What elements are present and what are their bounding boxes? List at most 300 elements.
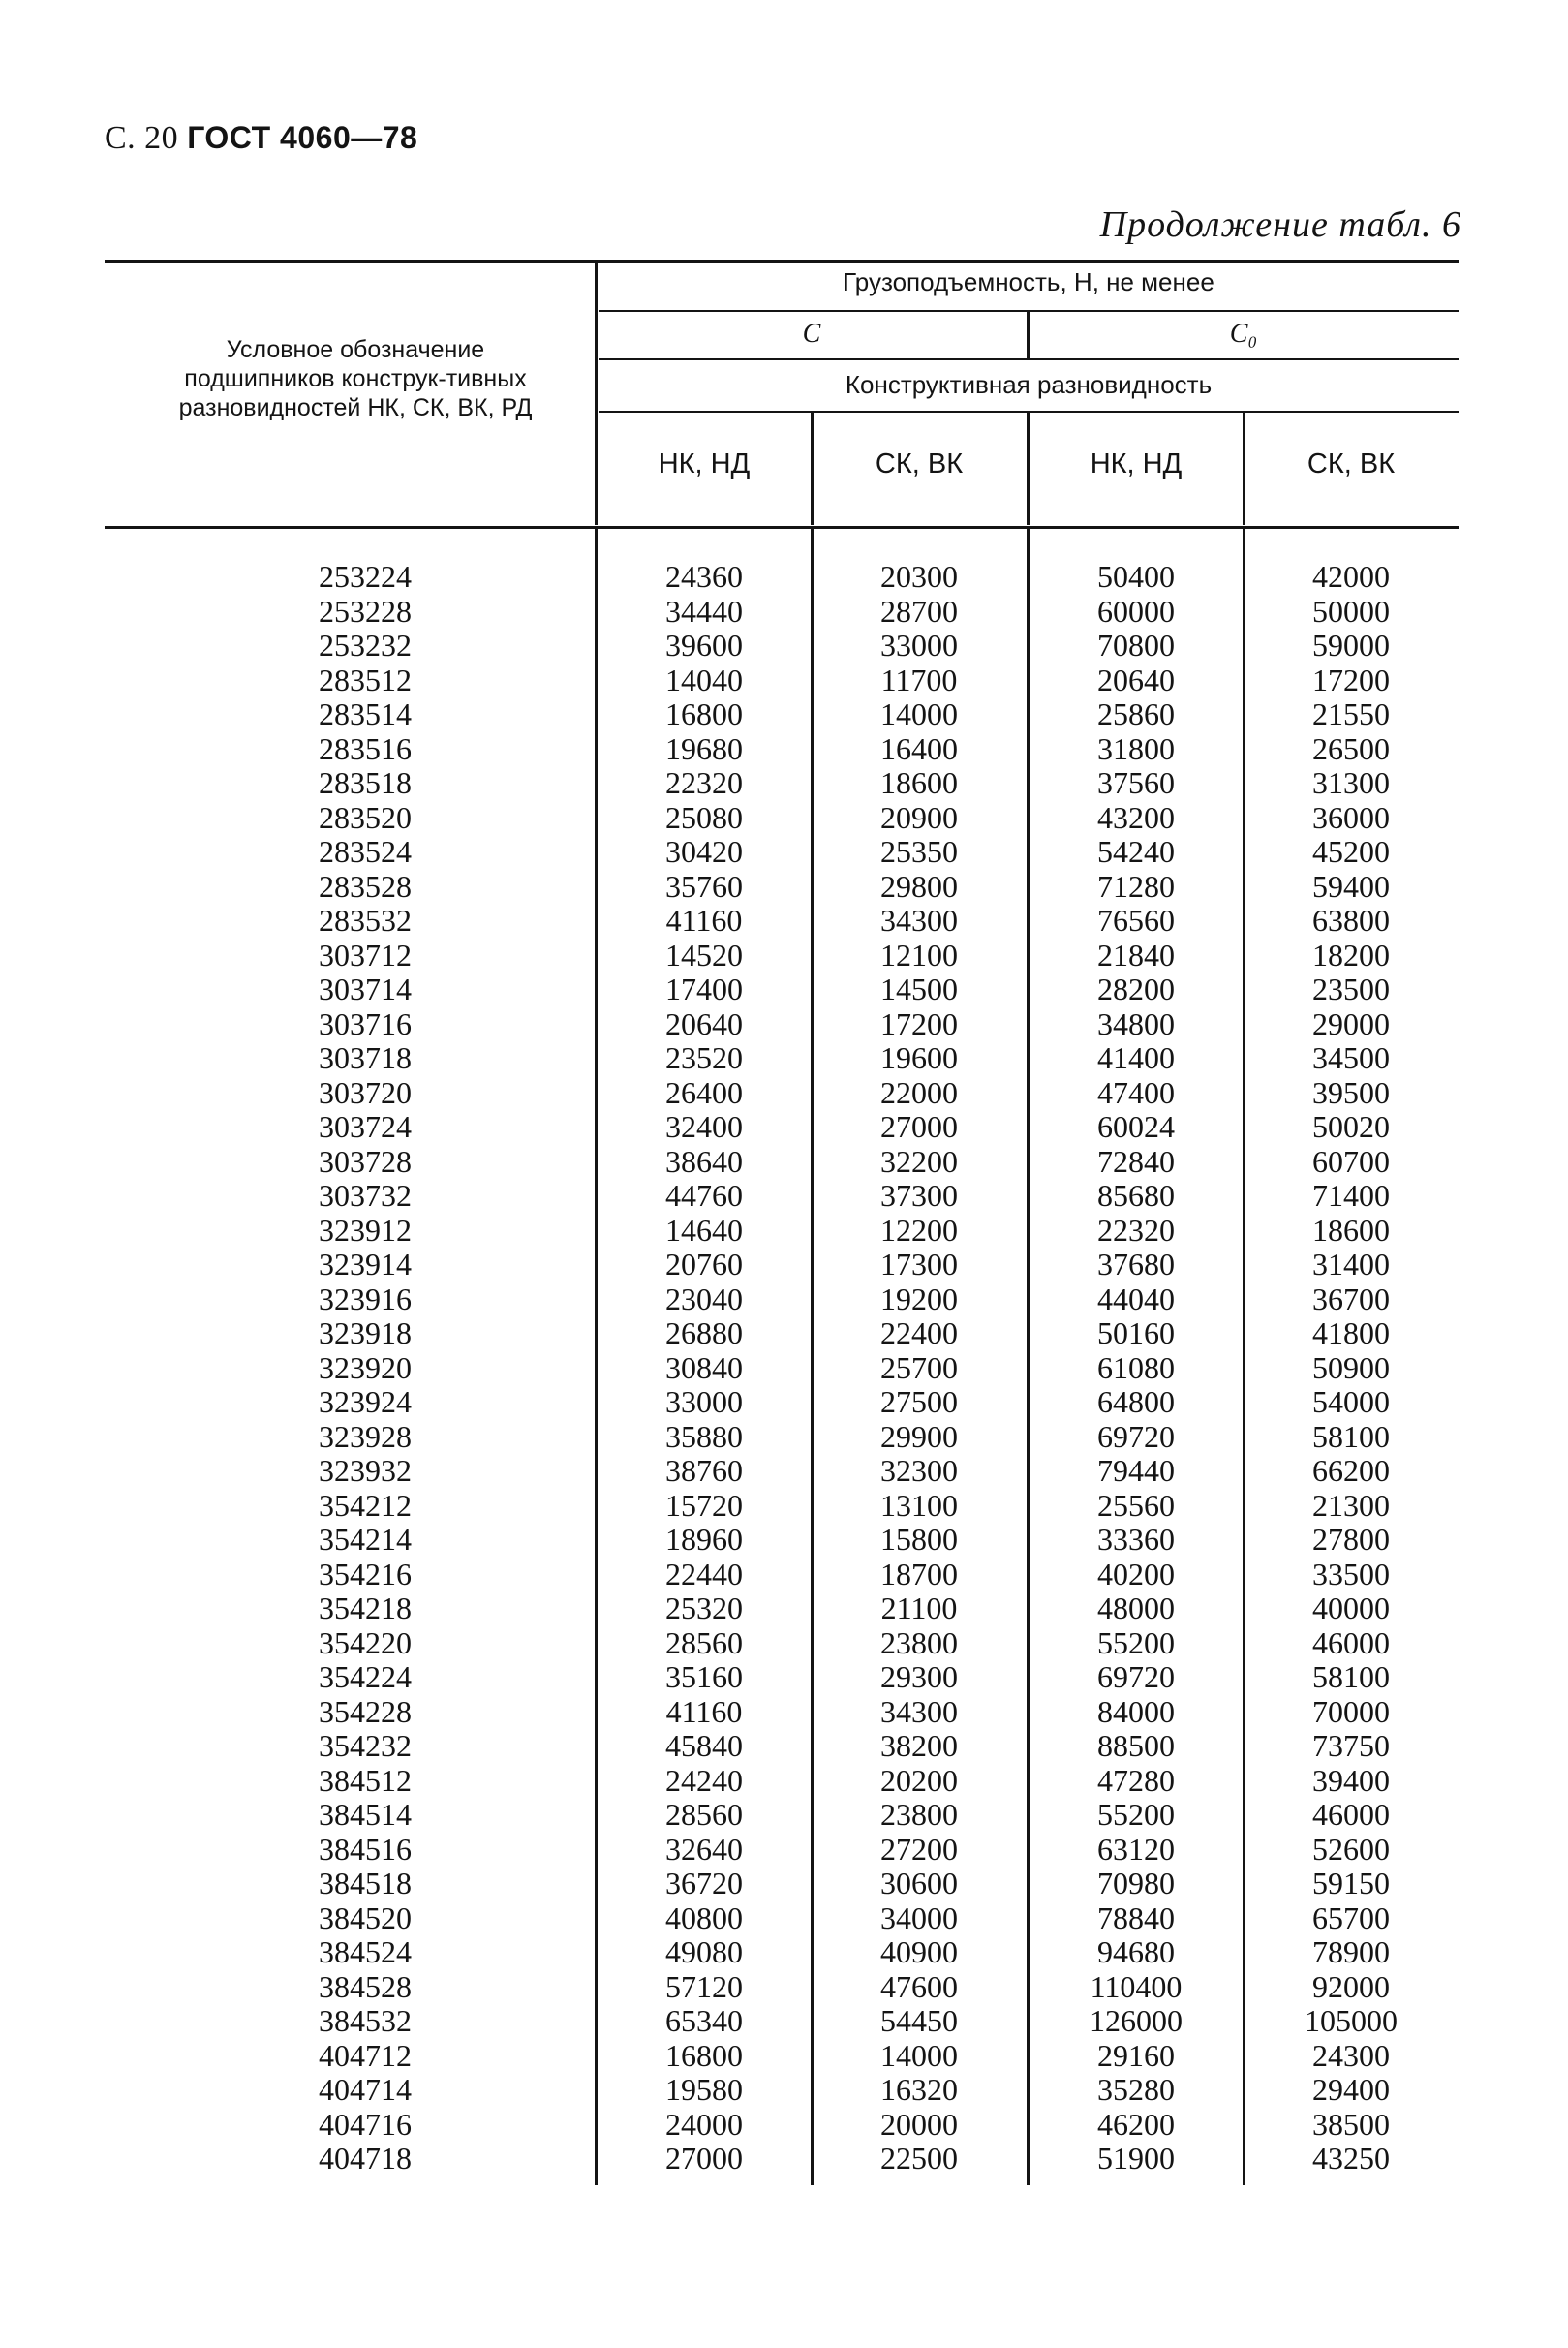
cell-c0-nk-nd: 41400 [1097, 1040, 1175, 1075]
cell-c-sk-vk: 18700 [880, 1557, 958, 1591]
cell-c-nk-nd: 20760 [665, 1247, 743, 1282]
cell-designation: 303720 [319, 1075, 412, 1110]
cell-c0-nk-nd: 54240 [1097, 834, 1175, 869]
cell-c-sk-vk: 34000 [880, 1900, 958, 1935]
table-row [0, 1728, 1568, 1763]
cell-c0-sk-vk: 41800 [1312, 1315, 1390, 1350]
cell-c-nk-nd: 25320 [665, 1591, 743, 1625]
cell-c0-sk-vk: 39400 [1312, 1763, 1390, 1798]
cell-c0-sk-vk: 65700 [1312, 1900, 1390, 1935]
header-divider-main [595, 263, 598, 525]
table-row [0, 1006, 1568, 1041]
cell-c0-sk-vk: 46000 [1312, 1625, 1390, 1660]
cell-c-sk-vk: 12100 [880, 938, 958, 973]
table-row [0, 1384, 1568, 1419]
table-row [0, 1453, 1568, 1488]
cell-c-sk-vk: 29800 [880, 869, 958, 904]
table-row [0, 2003, 1568, 2038]
cell-c-nk-nd: 32400 [665, 1109, 743, 1144]
table-row [0, 1522, 1568, 1557]
cell-c0-nk-nd: 126000 [1090, 2003, 1183, 2038]
cell-c-nk-nd: 38640 [665, 1144, 743, 1179]
cell-c0-sk-vk: 54000 [1312, 1384, 1390, 1419]
cell-c0-nk-nd: 37560 [1097, 765, 1175, 800]
cell-c0-nk-nd: 33360 [1097, 1522, 1175, 1557]
cell-designation: 323918 [319, 1315, 412, 1350]
cell-c0-sk-vk: 31400 [1312, 1247, 1390, 1282]
table-row [0, 594, 1568, 629]
table-row [0, 1900, 1568, 1935]
cell-c-nk-nd: 45840 [665, 1728, 743, 1763]
cell-c0-nk-nd: 71280 [1097, 869, 1175, 904]
cell-c-nk-nd: 22320 [665, 765, 743, 800]
cell-c0-nk-nd: 60024 [1097, 1109, 1175, 1144]
cell-c-sk-vk: 27500 [880, 1384, 958, 1419]
cell-designation: 354220 [319, 1625, 412, 1660]
cell-designation: 253224 [319, 559, 412, 594]
cell-c-nk-nd: 34440 [665, 594, 743, 629]
cell-designation: 384512 [319, 1763, 412, 1798]
cell-c0-nk-nd: 72840 [1097, 1144, 1175, 1179]
cell-c0-nk-nd: 55200 [1097, 1797, 1175, 1832]
table-row [0, 696, 1568, 731]
c-rule [599, 358, 1459, 360]
cell-c-nk-nd: 14640 [665, 1213, 743, 1248]
table-row [0, 1247, 1568, 1282]
cell-designation: 283518 [319, 765, 412, 800]
cell-c0-sk-vk: 50000 [1312, 594, 1390, 629]
cell-c0-nk-nd: 43200 [1097, 800, 1175, 835]
cell-c0-sk-vk: 36000 [1312, 800, 1390, 835]
table-row [0, 628, 1568, 663]
cell-c-sk-vk: 18600 [880, 765, 958, 800]
cell-c-sk-vk: 12200 [880, 1213, 958, 1248]
table-row [0, 1315, 1568, 1350]
standard-number: ГОСТ 4060—78 [187, 120, 418, 155]
capacity-header: Грузоподъемность, Н, не менее [843, 267, 1214, 296]
header-divider-3 [1027, 413, 1030, 525]
cell-c-nk-nd: 26880 [665, 1315, 743, 1350]
cell-c0-nk-nd: 25860 [1097, 696, 1175, 731]
cell-c-nk-nd: 19580 [665, 2072, 743, 2107]
cell-c0-sk-vk: 18600 [1312, 1213, 1390, 1248]
cell-c-sk-vk: 15800 [880, 1522, 958, 1557]
cell-c0-nk-nd: 94680 [1097, 1934, 1175, 1969]
cell-c-sk-vk: 20000 [880, 2107, 958, 2142]
cell-c0-nk-nd: 51900 [1097, 2141, 1175, 2176]
cell-c0-sk-vk: 21300 [1312, 1488, 1390, 1523]
table-row [0, 2107, 1568, 2142]
cell-c-sk-vk: 20200 [880, 1763, 958, 1798]
cell-c-nk-nd: 16800 [665, 696, 743, 731]
cell-c0-sk-vk: 21550 [1312, 696, 1390, 731]
cell-designation: 384520 [319, 1900, 412, 1935]
cell-designation: 323924 [319, 1384, 412, 1419]
cell-c0-sk-vk: 45200 [1312, 834, 1390, 869]
cell-c-sk-vk: 32200 [880, 1144, 958, 1179]
cell-c-nk-nd: 65340 [665, 2003, 743, 2038]
table-row [0, 1075, 1568, 1110]
cell-c-sk-vk: 20900 [880, 800, 958, 835]
table-row [0, 869, 1568, 904]
cell-c-nk-nd: 25080 [665, 800, 743, 835]
cell-c-nk-nd: 30420 [665, 834, 743, 869]
cell-c-nk-nd: 22440 [665, 1557, 743, 1591]
header-bottom-rule [105, 526, 1459, 529]
cell-c-nk-nd: 23040 [665, 1282, 743, 1316]
cell-c0-sk-vk: 58100 [1312, 1419, 1390, 1454]
table-row [0, 1969, 1568, 2004]
cell-designation: 283524 [319, 834, 412, 869]
header-divider-c [1027, 312, 1030, 358]
cell-c-sk-vk: 34300 [880, 903, 958, 938]
cell-c0-sk-vk: 58100 [1312, 1659, 1390, 1694]
cell-c0-sk-vk: 50900 [1312, 1350, 1390, 1385]
cell-c0-sk-vk: 78900 [1312, 1934, 1390, 1969]
cell-c-nk-nd: 19680 [665, 731, 743, 766]
cell-c-nk-nd: 23520 [665, 1040, 743, 1075]
cell-c-nk-nd: 28560 [665, 1797, 743, 1832]
cell-c-sk-vk: 23800 [880, 1797, 958, 1832]
cell-designation: 384518 [319, 1866, 412, 1900]
cell-c0-sk-vk: 63800 [1312, 903, 1390, 938]
cell-c-nk-nd: 32640 [665, 1832, 743, 1867]
cell-designation: 354216 [319, 1557, 412, 1591]
cell-c-nk-nd: 41160 [665, 1694, 743, 1729]
cell-c-nk-nd: 24000 [665, 2107, 743, 2142]
cell-c0-nk-nd: 88500 [1097, 1728, 1175, 1763]
cell-c0-sk-vk: 60700 [1312, 1144, 1390, 1179]
cell-c0-nk-nd: 69720 [1097, 1419, 1175, 1454]
cell-c0-sk-vk: 23500 [1312, 972, 1390, 1006]
cell-c-sk-vk: 22500 [880, 2141, 958, 2176]
cell-c-sk-vk: 29300 [880, 1659, 958, 1694]
cell-designation: 323916 [319, 1282, 412, 1316]
table-row [0, 1763, 1568, 1798]
table-row [0, 1694, 1568, 1729]
cell-c0-nk-nd: 70800 [1097, 628, 1175, 663]
cell-designation: 253232 [319, 628, 412, 663]
cell-designation: 253228 [319, 594, 412, 629]
cell-c0-sk-vk: 46000 [1312, 1797, 1390, 1832]
cell-c-nk-nd: 20640 [665, 1006, 743, 1041]
cell-designation: 323912 [319, 1213, 412, 1248]
cell-c-sk-vk: 11700 [880, 663, 958, 697]
cell-c0-sk-vk: 59150 [1312, 1866, 1390, 1900]
cell-c0-nk-nd: 78840 [1097, 1900, 1175, 1935]
table-row [0, 1591, 1568, 1625]
cell-c-nk-nd: 30840 [665, 1350, 743, 1385]
cell-c0-nk-nd: 79440 [1097, 1453, 1175, 1488]
cell-c-nk-nd: 26400 [665, 1075, 743, 1110]
cell-c-sk-vk: 47600 [880, 1969, 958, 2004]
cell-c0-sk-vk: 70000 [1312, 1694, 1390, 1729]
cell-c0-sk-vk: 36700 [1312, 1282, 1390, 1316]
cell-c-sk-vk: 34300 [880, 1694, 958, 1729]
cell-c-sk-vk: 27200 [880, 1832, 958, 1867]
table-row [0, 731, 1568, 766]
page-header [105, 120, 417, 157]
cell-c0-sk-vk: 105000 [1305, 2003, 1398, 2038]
table-row [0, 1625, 1568, 1660]
cell-c-sk-vk: 28700 [880, 594, 958, 629]
cell-c-sk-vk: 19600 [880, 1040, 958, 1075]
table-row [0, 1557, 1568, 1591]
cell-c0-sk-vk: 73750 [1312, 1728, 1390, 1763]
cell-designation: 303716 [319, 1006, 412, 1041]
cell-c0-nk-nd: 37680 [1097, 1247, 1175, 1282]
table-row [0, 1419, 1568, 1454]
table-row [0, 1213, 1568, 1248]
cell-designation: 384524 [319, 1934, 412, 1969]
table-row [0, 938, 1568, 973]
cell-c-sk-vk: 40900 [880, 1934, 958, 1969]
cell-c-nk-nd: 36720 [665, 1866, 743, 1900]
cell-c0-sk-vk: 40000 [1312, 1591, 1390, 1625]
table-row [0, 1934, 1568, 1969]
cell-c-sk-vk: 38200 [880, 1728, 958, 1763]
cell-designation: 303732 [319, 1178, 412, 1213]
cell-c0-nk-nd: 84000 [1097, 1694, 1175, 1729]
cell-c0-nk-nd: 44040 [1097, 1282, 1175, 1316]
cell-c0-nk-nd: 70980 [1097, 1866, 1175, 1900]
cell-c-nk-nd: 35760 [665, 869, 743, 904]
col-header-3: НК, НД [1090, 448, 1183, 479]
cell-c0-nk-nd: 64800 [1097, 1384, 1175, 1419]
page-number: С. 20 [105, 120, 179, 156]
cell-c-nk-nd: 40800 [665, 1900, 743, 1935]
cell-c-nk-nd: 14040 [665, 663, 743, 697]
table-row [0, 1178, 1568, 1213]
cell-c0-nk-nd: 110400 [1090, 1969, 1183, 2004]
cell-c-nk-nd: 28560 [665, 1625, 743, 1660]
cell-c0-nk-nd: 55200 [1097, 1625, 1175, 1660]
cell-c0-nk-nd: 22320 [1097, 1213, 1175, 1248]
cell-c-sk-vk: 22000 [880, 1075, 958, 1110]
cell-c-sk-vk: 23800 [880, 1625, 958, 1660]
col-header-1: НК, НД [658, 448, 751, 479]
cell-designation: 354212 [319, 1488, 412, 1523]
table-row [0, 903, 1568, 938]
cell-designation: 303714 [319, 972, 412, 1006]
table-row [0, 765, 1568, 800]
cell-c-sk-vk: 54450 [880, 2003, 958, 2038]
cell-c-nk-nd: 27000 [665, 2141, 743, 2176]
cell-c0-sk-vk: 66200 [1312, 1453, 1390, 1488]
cell-c-sk-vk: 27000 [880, 1109, 958, 1144]
cell-c0-nk-nd: 20640 [1097, 663, 1175, 697]
cell-c0-sk-vk: 39500 [1312, 1075, 1390, 1110]
cell-c0-nk-nd: 76560 [1097, 903, 1175, 938]
cell-c0-sk-vk: 26500 [1312, 731, 1390, 766]
cell-c0-nk-nd: 47400 [1097, 1075, 1175, 1110]
table-row [0, 559, 1568, 594]
cell-c0-nk-nd: 28200 [1097, 972, 1175, 1006]
c-label: C [802, 319, 821, 349]
designation-header: Условное обозначение подшипников конструк-тивных разновидностей НК, СК, ВК, РД [178, 336, 533, 421]
cell-c0-sk-vk: 59400 [1312, 869, 1390, 904]
cell-c-sk-vk: 32300 [880, 1453, 958, 1488]
table-row [0, 1350, 1568, 1385]
cell-designation: 303718 [319, 1040, 412, 1075]
cell-c0-nk-nd: 35280 [1097, 2072, 1175, 2107]
cell-designation: 283516 [319, 731, 412, 766]
cell-c0-sk-vk: 50020 [1312, 1109, 1390, 1144]
cell-c0-sk-vk: 31300 [1312, 765, 1390, 800]
table-row [0, 800, 1568, 835]
cell-c-nk-nd: 57120 [665, 1969, 743, 2004]
cell-c0-nk-nd: 60000 [1097, 594, 1175, 629]
cell-c0-sk-vk: 92000 [1312, 1969, 1390, 2004]
cell-c0-nk-nd: 63120 [1097, 1832, 1175, 1867]
cell-c-sk-vk: 14000 [880, 2038, 958, 2073]
table-row [0, 1488, 1568, 1523]
cell-designation: 323932 [319, 1453, 412, 1488]
cell-designation: 283528 [319, 869, 412, 904]
cell-designation: 384514 [319, 1797, 412, 1832]
cell-c-sk-vk: 37300 [880, 1178, 958, 1213]
cell-c-sk-vk: 17200 [880, 1006, 958, 1041]
cell-c0-nk-nd: 40200 [1097, 1557, 1175, 1591]
cell-c-nk-nd: 14520 [665, 938, 743, 973]
cell-c-sk-vk: 19200 [880, 1282, 958, 1316]
cell-c0-nk-nd: 50160 [1097, 1315, 1175, 1350]
cell-c0-sk-vk: 42000 [1312, 559, 1390, 594]
table-row [0, 2038, 1568, 2073]
cell-c0-nk-nd: 85680 [1097, 1178, 1175, 1213]
cell-c-sk-vk: 14500 [880, 972, 958, 1006]
cell-c0-nk-nd: 48000 [1097, 1591, 1175, 1625]
cell-designation: 303728 [319, 1144, 412, 1179]
cell-designation: 283514 [319, 696, 412, 731]
cell-designation: 283520 [319, 800, 412, 835]
cell-c0-sk-vk: 71400 [1312, 1178, 1390, 1213]
cell-c0-sk-vk: 27800 [1312, 1522, 1390, 1557]
table-row [0, 1797, 1568, 1832]
cell-c0-nk-nd: 29160 [1097, 2038, 1175, 2073]
table-row [0, 1659, 1568, 1694]
table-row [0, 1282, 1568, 1316]
cell-designation: 404712 [319, 2038, 412, 2073]
table-row [0, 2072, 1568, 2107]
cell-c-nk-nd: 35160 [665, 1659, 743, 1694]
cell-c-sk-vk: 17300 [880, 1247, 958, 1282]
c0-label: C₀ [1229, 319, 1258, 349]
cell-c0-sk-vk: 24300 [1312, 2038, 1390, 2073]
cell-designation: 303724 [319, 1109, 412, 1144]
cell-c-sk-vk: 30600 [880, 1866, 958, 1900]
table-row [0, 1866, 1568, 1900]
cell-c0-nk-nd: 21840 [1097, 938, 1175, 973]
variant-header: Конструктивная разновидность [845, 370, 1213, 399]
cell-designation: 384532 [319, 2003, 412, 2038]
cell-c0-sk-vk: 59000 [1312, 628, 1390, 663]
cell-c-sk-vk: 21100 [880, 1591, 958, 1625]
cell-designation: 283532 [319, 903, 412, 938]
cell-c-sk-vk: 16400 [880, 731, 958, 766]
table-row [0, 1109, 1568, 1144]
cell-c-nk-nd: 49080 [665, 1934, 743, 1969]
cell-designation: 283512 [319, 663, 412, 697]
cell-c-nk-nd: 39600 [665, 628, 743, 663]
cell-c0-nk-nd: 61080 [1097, 1350, 1175, 1385]
cell-designation: 404718 [319, 2141, 412, 2176]
cell-c-sk-vk: 29900 [880, 1419, 958, 1454]
cell-designation: 354232 [319, 1728, 412, 1763]
cell-c0-sk-vk: 29000 [1312, 1006, 1390, 1041]
cell-designation: 354228 [319, 1694, 412, 1729]
cell-c-nk-nd: 24240 [665, 1763, 743, 1798]
cell-c0-sk-vk: 18200 [1312, 938, 1390, 973]
cell-c-sk-vk: 14000 [880, 696, 958, 731]
cell-c0-nk-nd: 50400 [1097, 559, 1175, 594]
table-top-rule [105, 260, 1459, 263]
cell-c0-nk-nd: 34800 [1097, 1006, 1175, 1041]
table-row [0, 2141, 1568, 2176]
table-row [0, 1144, 1568, 1179]
cell-c-nk-nd: 44760 [665, 1178, 743, 1213]
cell-designation: 323914 [319, 1247, 412, 1282]
cell-c0-sk-vk: 34500 [1312, 1040, 1390, 1075]
table-row [0, 834, 1568, 869]
cell-designation: 384516 [319, 1832, 412, 1867]
cell-designation: 384528 [319, 1969, 412, 2004]
cell-c-nk-nd: 33000 [665, 1384, 743, 1419]
cell-c-sk-vk: 13100 [880, 1488, 958, 1523]
cell-c-sk-vk: 25350 [880, 834, 958, 869]
cell-c-sk-vk: 16320 [880, 2072, 958, 2107]
cell-c0-nk-nd: 47280 [1097, 1763, 1175, 1798]
cell-c0-sk-vk: 52600 [1312, 1832, 1390, 1867]
cell-c-nk-nd: 16800 [665, 2038, 743, 2073]
cell-designation: 323920 [319, 1350, 412, 1385]
cell-c-nk-nd: 15720 [665, 1488, 743, 1523]
cell-c-nk-nd: 17400 [665, 972, 743, 1006]
cell-c-nk-nd: 35880 [665, 1419, 743, 1454]
continuation-label: Продолжение табл. 6 [1099, 204, 1461, 245]
cell-c-nk-nd: 24360 [665, 559, 743, 594]
cell-designation: 354214 [319, 1522, 412, 1557]
table-row [0, 1040, 1568, 1075]
cell-c-nk-nd: 18960 [665, 1522, 743, 1557]
cell-c0-nk-nd: 31800 [1097, 731, 1175, 766]
cell-designation: 404714 [319, 2072, 412, 2107]
cell-c0-nk-nd: 46200 [1097, 2107, 1175, 2142]
cell-c0-nk-nd: 69720 [1097, 1659, 1175, 1694]
cell-c0-sk-vk: 43250 [1312, 2141, 1390, 2176]
table-row [0, 1832, 1568, 1867]
cell-c0-sk-vk: 38500 [1312, 2107, 1390, 2142]
col-header-2: СК, ВК [875, 448, 964, 479]
cell-c-nk-nd: 38760 [665, 1453, 743, 1488]
cell-designation: 354224 [319, 1659, 412, 1694]
cell-c-nk-nd: 41160 [665, 903, 743, 938]
cell-c-sk-vk: 33000 [880, 628, 958, 663]
cell-designation: 303712 [319, 938, 412, 973]
cell-designation: 323928 [319, 1419, 412, 1454]
cell-designation: 404716 [319, 2107, 412, 2142]
table-row [0, 972, 1568, 1006]
cell-c0-sk-vk: 29400 [1312, 2072, 1390, 2107]
cell-c-sk-vk: 25700 [880, 1350, 958, 1385]
cell-designation: 354218 [319, 1591, 412, 1625]
cell-c-sk-vk: 22400 [880, 1315, 958, 1350]
col-header-4: СК, ВК [1307, 448, 1396, 479]
cell-c0-nk-nd: 25560 [1097, 1488, 1175, 1523]
cell-c-sk-vk: 20300 [880, 559, 958, 594]
cell-c0-sk-vk: 33500 [1312, 1557, 1390, 1591]
table-row [0, 663, 1568, 697]
